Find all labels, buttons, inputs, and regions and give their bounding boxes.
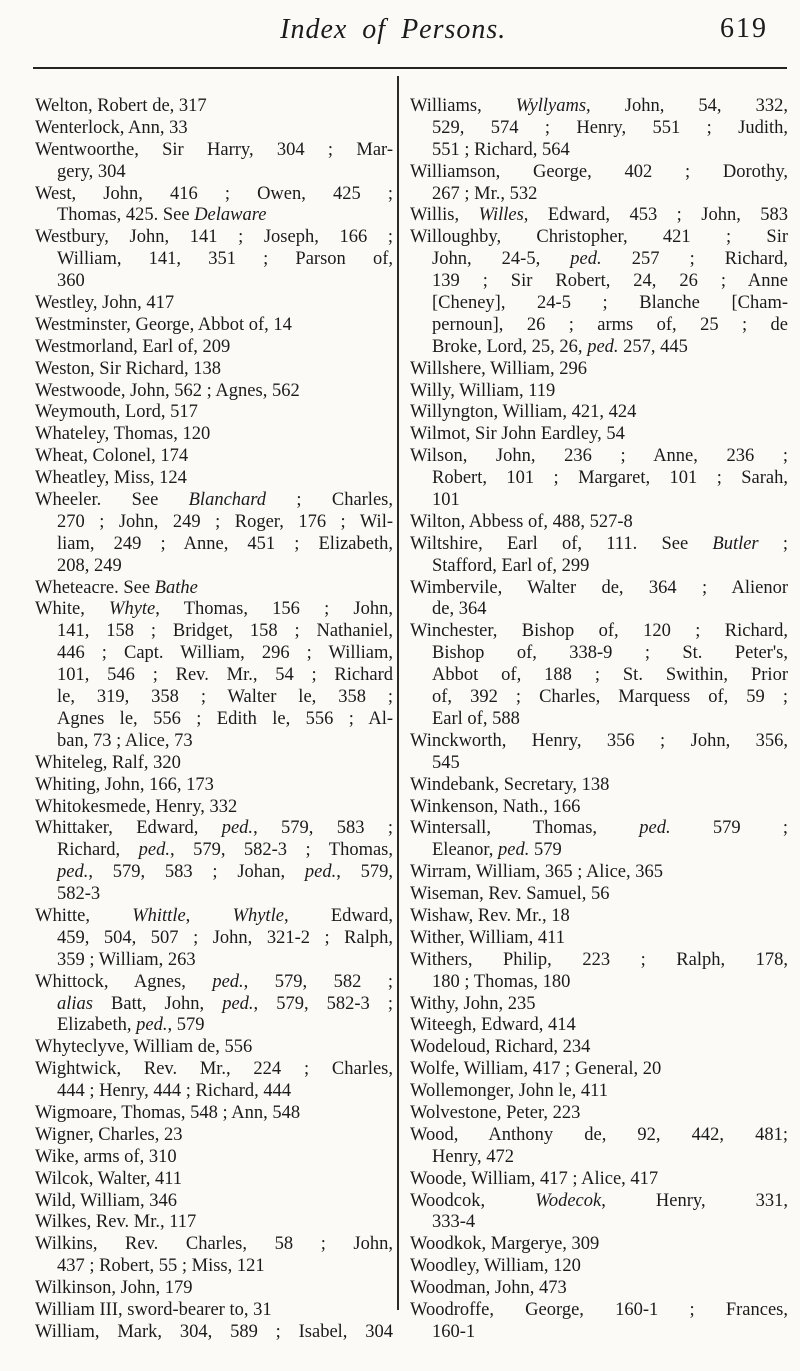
index-line	[410, 402, 788, 424]
index-entry-text: Stafford, Earl of, 299	[432, 555, 590, 576]
index-entry-text: Richard,	[57, 840, 139, 861]
index-entry-text: 101	[432, 490, 460, 511]
index-entry-text: 270 ; John, 249 ; Roger, 176 ; Wil-	[57, 511, 393, 532]
index-line	[410, 906, 788, 928]
header-rule	[33, 67, 787, 69]
index-entry-variant-italic: Butler	[712, 533, 759, 554]
index-line	[35, 315, 393, 337]
index-line	[410, 227, 788, 249]
index-line	[35, 293, 393, 315]
index-line	[410, 1147, 788, 1169]
index-line	[35, 468, 393, 490]
index-line	[35, 775, 393, 797]
index-line	[35, 1037, 393, 1059]
index-entry-variant-italic: ped.	[639, 818, 671, 839]
index-line	[410, 709, 788, 731]
index-line	[410, 1191, 788, 1213]
index-line	[410, 797, 788, 819]
index-entry-text: Wiltshire, Earl of, 111. See	[410, 533, 713, 554]
index-entry-variant-italic: ped.	[57, 862, 89, 883]
index-line	[35, 797, 393, 819]
index-entry-text: White,	[35, 599, 110, 620]
index-entry-text: Earl of, 588	[432, 708, 520, 729]
index-line	[35, 840, 393, 862]
index-entry-text: Henry, 472	[432, 1146, 515, 1167]
index-entry-text: Weston, Sir Richard, 138	[35, 358, 222, 379]
index-entry-text: Willshere, William, 296	[410, 358, 587, 379]
index-line	[35, 118, 393, 140]
index-line	[35, 687, 393, 709]
index-line	[35, 205, 393, 227]
index-line	[410, 337, 788, 359]
index-line	[410, 468, 788, 490]
index-entry-text: , Thomas, 156 ; John,	[155, 599, 393, 620]
index-line	[410, 1103, 788, 1125]
index-entry-text: 529, 574 ; Henry, 551 ; Judith,	[432, 117, 788, 138]
index-entry-text: 446 ; Capt. William, 296 ; William,	[57, 643, 393, 664]
index-line	[35, 928, 393, 950]
index-entry-text: of, 392 ; Charles, Marquess of, 59 ;	[432, 687, 788, 708]
index-columns	[35, 96, 788, 1344]
index-line	[410, 578, 788, 600]
index-entry-text: Winkenson, Nath., 166	[410, 796, 581, 817]
index-line	[410, 490, 788, 512]
index-line	[410, 862, 788, 884]
index-entry-text: Withy, John, 235	[410, 993, 536, 1014]
index-entry-text: 444 ; Henry, 444 ; Richard, 444	[57, 1081, 292, 1102]
index-entry-text: Wintersall, Thomas,	[410, 818, 640, 839]
index-line	[410, 1234, 788, 1256]
index-line	[410, 1037, 788, 1059]
index-line	[35, 621, 393, 643]
index-entry-text: , 579, 582-3 ; Thomas,	[169, 840, 393, 861]
index-line	[35, 665, 393, 687]
index-entry-text: Elizabeth,	[57, 1015, 137, 1036]
index-entry-text: Wigner, Charles, 23	[35, 1124, 183, 1145]
index-line	[410, 818, 788, 840]
index-entry-text: ;	[758, 533, 788, 554]
index-entry-text: Willoughby, Christopher, 421 ; Sir	[410, 227, 788, 248]
index-entry-variant-italic: Wyllyams	[515, 96, 587, 116]
index-line	[410, 381, 788, 403]
index-entry-text: Wollemonger, John le, 411	[410, 1081, 608, 1102]
index-entry-text: Winckworth, Henry, 356 ; John, 356,	[410, 730, 788, 751]
index-entry-text: Whitte,	[35, 905, 133, 926]
index-line	[35, 1081, 393, 1103]
index-entry-text: , Henry, 331,	[601, 1190, 788, 1211]
index-entry-text: Whiteleg, Ralf, 320	[35, 752, 181, 773]
index-entry-text: Whittock, Agnes,	[35, 971, 213, 992]
index-line	[35, 753, 393, 775]
index-line	[35, 556, 393, 578]
index-entry-text: Eleanor,	[432, 840, 499, 861]
index-entry-text: 551 ; Richard, 564	[432, 139, 570, 160]
index-entry-variant-italic: ped.	[222, 993, 254, 1014]
index-entry-text: Westley, John, 417	[35, 293, 175, 314]
index-entry-text: Wiseman, Rev. Samuel, 56	[410, 884, 610, 905]
index-entry-text: Westbury, John, 141 ; Joseph, 166 ;	[35, 227, 393, 248]
index-entry-text: 333-4	[432, 1212, 476, 1233]
index-entry-variant-italic: ped.	[136, 1015, 168, 1036]
index-entry-text: Wilmot, Sir John Eardley, 54	[410, 424, 625, 445]
index-line	[35, 402, 393, 424]
index-line	[410, 731, 788, 753]
index-entry-text: 267 ; Mr., 532	[432, 183, 538, 204]
index-line	[35, 249, 393, 271]
index-line	[35, 731, 393, 753]
index-line	[35, 184, 393, 206]
index-entry-text: Westmorland, Earl of, 209	[35, 336, 231, 357]
index-line	[35, 884, 393, 906]
index-entry-text: Robert, 101 ; Margaret, 101 ; Sarah,	[432, 468, 788, 489]
index-line	[35, 1125, 393, 1147]
index-entry-text: Wodeloud, Richard, 234	[410, 1037, 591, 1058]
index-entry-text: Witeegh, Edward, 414	[410, 1015, 576, 1036]
index-line	[35, 599, 393, 621]
index-entry-variant-italic: Willes	[478, 205, 524, 226]
index-entry-text: Whyteclyve, William de, 556	[35, 1037, 253, 1058]
index-line	[35, 1191, 393, 1213]
index-line	[35, 1015, 393, 1037]
index-entry-text: Wentwoorthe, Sir Harry, 304 ; Mar-	[35, 139, 393, 160]
index-entry-variant-italic: ped.	[304, 862, 337, 883]
index-entry-text: ,	[185, 905, 233, 926]
index-line	[35, 818, 393, 840]
index-entry-variant-italic: Wodecok	[535, 1190, 602, 1211]
index-entry-text: Withers, Philip, 223 ; Ralph, 178,	[410, 949, 788, 970]
index-entry-variant-italic: Whittle	[132, 905, 186, 926]
index-entry-text: Wilkinson, John, 179	[35, 1278, 193, 1299]
page-title: Index of Persons.	[280, 14, 507, 45]
index-entry-text: Whateley, Thomas, 120	[35, 424, 211, 445]
index-line	[410, 1322, 788, 1344]
index-entry-text: Wild, William, 346	[35, 1190, 178, 1211]
index-line	[35, 1256, 393, 1278]
index-entry-text: Wenterlock, Ann, 33	[35, 117, 188, 138]
index-entry-text: Wheteacre. See	[35, 577, 155, 598]
index-entry-text: , Edward,	[283, 905, 393, 926]
index-entry-variant-italic: alias	[57, 993, 93, 1014]
index-line	[35, 1059, 393, 1081]
index-line	[35, 1103, 393, 1125]
index-line	[35, 950, 393, 972]
index-entry-text: 257 ; Richard,	[601, 249, 788, 270]
index-entry-variant-italic: Delaware	[194, 205, 267, 226]
index-entry-text: Agnes le, 556 ; Edith le, 556 ; Al-	[57, 708, 393, 729]
index-entry-text: Wolfe, William, 417 ; General, 20	[410, 1059, 662, 1080]
index-entry-text: 437 ; Robert, 55 ; Miss, 121	[57, 1256, 265, 1277]
index-entry-text: Wimbervile, Walter de, 364 ; Alienor	[410, 577, 788, 598]
index-entry-text: , Edward, 453 ; John, 583	[523, 205, 788, 226]
index-line	[35, 512, 393, 534]
index-line	[35, 862, 393, 884]
index-entry-text: Wilcok, Walter, 411	[35, 1168, 183, 1189]
index-line	[35, 1234, 393, 1256]
index-entry-text: Woodkok, Margerye, 309	[410, 1234, 600, 1255]
index-line	[410, 118, 788, 140]
index-entry-text: Wilton, Abbess of, 488, 527-8	[410, 511, 633, 532]
index-entry-text: Thomas, 425. See	[57, 205, 195, 226]
index-entry-text: Wike, arms of, 310	[35, 1146, 177, 1167]
index-entry-text: Batt, John,	[92, 993, 223, 1014]
index-entry-text: Whiting, John, 166, 173	[35, 774, 214, 795]
index-entry-text: Woodcok,	[410, 1190, 536, 1211]
index-line	[410, 884, 788, 906]
index-entry-text: Wilkes, Rev. Mr., 117	[35, 1212, 197, 1233]
index-line	[35, 140, 393, 162]
index-line	[35, 1147, 393, 1169]
index-line	[410, 315, 788, 337]
index-entry-text: 459, 504, 507 ; John, 321-2 ; Ralph,	[57, 927, 393, 948]
index-entry-text: Willyngton, William, 421, 424	[410, 402, 637, 423]
index-line	[410, 556, 788, 578]
index-entry-variant-italic: ped.	[587, 336, 619, 357]
index-line	[35, 381, 393, 403]
index-line	[410, 1125, 788, 1147]
index-entry-text: [Cheney], 24-5 ; Blanche [Cham-	[432, 293, 788, 314]
index-entry-text: , 579, 583 ; Johan,	[88, 862, 305, 883]
index-entry-text: Wilkins, Rev. Charles, 58 ; John,	[35, 1234, 393, 1255]
index-entry-text: Woodman, John, 473	[410, 1278, 567, 1299]
index-entry-text: , 579,	[336, 862, 393, 883]
index-entry-text: Winchester, Bishop of, 120 ; Richard,	[410, 621, 788, 642]
index-line	[410, 972, 788, 994]
index-line	[410, 1081, 788, 1103]
index-entry-text: 139 ; Sir Robert, 24, 26 ; Anne	[432, 271, 788, 292]
index-entry-text: 101, 546 ; Rev. Mr., 54 ; Richard	[57, 665, 393, 686]
index-entry-text: 360	[57, 271, 85, 292]
index-line	[35, 1212, 393, 1234]
index-entry-text: 359 ; William, 263	[57, 949, 196, 970]
index-entry-variant-italic: ped.	[221, 818, 254, 839]
index-entry-text: William, Mark, 304, 589 ; Isabel, 304	[35, 1321, 393, 1342]
index-entry-text: Wheatley, Miss, 124	[35, 468, 187, 489]
index-entry-text: liam, 249 ; Anne, 451 ; Elizabeth,	[57, 533, 393, 554]
index-entry-text: de, 364	[432, 599, 487, 620]
index-line	[35, 1278, 393, 1300]
index-entry-text: 180 ; Thomas, 180	[432, 971, 571, 992]
index-line	[410, 446, 788, 468]
index-line	[35, 643, 393, 665]
index-line	[35, 227, 393, 249]
index-line	[410, 1059, 788, 1081]
index-line	[410, 643, 788, 665]
index-line	[410, 928, 788, 950]
index-entry-text: William, 141, 351 ; Parson of,	[57, 249, 393, 270]
index-entry-text: Wilson, John, 236 ; Anne, 236 ;	[410, 446, 788, 467]
index-line	[410, 359, 788, 381]
index-line	[35, 1322, 393, 1344]
index-entry-variant-italic: ped.	[138, 840, 170, 861]
index-line	[410, 687, 788, 709]
index-line	[410, 665, 788, 687]
index-entry-text: Abbot of, 188 ; St. Swithin, Prior	[432, 665, 788, 686]
index-line	[410, 96, 788, 118]
index-entry-text: gery, 304	[57, 161, 126, 182]
page-header	[0, 0, 800, 66]
index-entry-text: Wither, William, 411	[410, 927, 565, 948]
index-entry-text: Willis,	[410, 205, 479, 226]
index-line	[410, 775, 788, 797]
index-entry-text: ban, 73 ; Alice, 73	[57, 730, 193, 751]
index-entry-text: Broke, Lord, 25, 26,	[432, 336, 588, 357]
index-entry-text: Wishaw, Rev. Mr., 18	[410, 905, 570, 926]
index-line	[35, 337, 393, 359]
index-line	[35, 359, 393, 381]
index-entry-text: , 579, 582 ;	[243, 971, 393, 992]
index-entry-text: 579	[529, 840, 562, 861]
index-entry-text: Weymouth, Lord, 517	[35, 402, 198, 423]
index-entry-variant-italic: Blanchard	[188, 490, 267, 511]
index-entry-text: 141, 158 ; Bridget, 158 ; Nathaniel,	[57, 621, 393, 642]
index-entry-text: Woodroffe, George, 160-1 ; Frances,	[410, 1299, 788, 1320]
index-entry-text: , 579, 582-3 ;	[253, 993, 393, 1014]
index-line	[410, 140, 788, 162]
index-entry-text: le, 319, 358 ; Walter le, 358 ;	[57, 687, 393, 708]
index-entry-text: West, John, 416 ; Owen, 425 ;	[35, 183, 393, 204]
index-entry-text: 579 ;	[670, 818, 788, 839]
index-line	[35, 1169, 393, 1191]
index-entry-variant-italic: ped.	[498, 840, 530, 861]
index-entry-text: , 579	[167, 1015, 205, 1036]
index-line	[35, 578, 393, 600]
index-entry-text: , 579, 583 ;	[253, 818, 393, 839]
index-line	[410, 271, 788, 293]
index-entry-variant-italic: ped.	[212, 971, 244, 992]
index-entry-text: ; Charles,	[266, 490, 393, 511]
index-entry-text: Willy, William, 119	[410, 380, 556, 401]
index-line	[35, 424, 393, 446]
index-entry-text: Whitokesmede, Henry, 332	[35, 796, 238, 817]
page-number: 619	[720, 13, 768, 44]
index-entry-text: 208, 249	[57, 555, 122, 576]
index-line	[410, 994, 788, 1016]
index-entry-text: Williamson, George, 402 ; Dorothy,	[410, 161, 788, 182]
index-left-column	[35, 96, 393, 1344]
index-entry-text: Wightwick, Rev. Mr., 224 ; Charles,	[35, 1059, 393, 1080]
index-line	[410, 512, 788, 534]
index-line	[410, 1300, 788, 1322]
index-line	[410, 534, 788, 556]
index-entry-text: Williams,	[410, 96, 516, 116]
index-entry-text: 257, 445	[618, 336, 688, 357]
index-entry-text: Westwoode, John, 562 ; Agnes, 562	[35, 380, 300, 401]
index-line	[35, 271, 393, 293]
index-entry-text: Welton, Robert de, 317	[35, 96, 207, 116]
index-line	[410, 753, 788, 775]
index-entry-text: Windebank, Secretary, 138	[410, 774, 610, 795]
index-line	[410, 950, 788, 972]
index-line	[35, 534, 393, 556]
index-right-column	[410, 96, 788, 1344]
index-entry-text: Woode, William, 417 ; Alice, 417	[410, 1168, 659, 1189]
index-line	[410, 1015, 788, 1037]
index-line	[35, 972, 393, 994]
index-entry-text: Wheeler. See	[35, 490, 189, 511]
index-line	[410, 162, 788, 184]
index-entry-variant-italic: Bathe	[154, 577, 198, 598]
index-entry-text: Woodley, William, 120	[410, 1256, 581, 1277]
index-line	[35, 162, 393, 184]
index-line	[35, 490, 393, 512]
index-line	[410, 1256, 788, 1278]
index-entry-text: Wirram, William, 365 ; Alice, 365	[410, 862, 664, 883]
index-line	[410, 1212, 788, 1234]
index-entry-text: , John, 54, 332,	[586, 96, 788, 116]
index-entry-variant-italic: ped.	[570, 249, 602, 270]
index-line	[35, 446, 393, 468]
index-line	[35, 1300, 393, 1322]
index-line	[35, 994, 393, 1016]
index-entry-text: John, 24-5,	[432, 249, 571, 270]
index-line	[410, 249, 788, 271]
index-entry-text: pernoun], 26 ; arms of, 25 ; de	[432, 314, 788, 335]
index-line	[410, 184, 788, 206]
index-line	[410, 840, 788, 862]
index-line	[410, 424, 788, 446]
index-line	[410, 205, 788, 227]
index-line	[410, 1169, 788, 1191]
index-entry-text: Wood, Anthony de, 92, 442, 481;	[410, 1124, 788, 1145]
index-line	[35, 709, 393, 731]
index-line	[35, 906, 393, 928]
index-entry-text: 160-1	[432, 1321, 476, 1342]
index-entry-text: Whittaker, Edward,	[35, 818, 222, 839]
index-entry-text: Wigmoare, Thomas, 548 ; Ann, 548	[35, 1102, 301, 1123]
index-line	[410, 621, 788, 643]
index-entry-text: Bishop of, 338-9 ; St. Peter's,	[432, 643, 788, 664]
index-entry-text: Wolvestone, Peter, 223	[410, 1102, 581, 1123]
index-line	[410, 293, 788, 315]
index-entry-text: William III, sword-bearer to, 31	[35, 1299, 272, 1320]
index-line	[410, 1278, 788, 1300]
index-entry-text: 545	[432, 752, 460, 773]
index-line	[410, 599, 788, 621]
index-entry-variant-italic: Whytle	[232, 905, 284, 926]
index-line	[35, 96, 393, 118]
index-entry-text: 582-3	[57, 884, 101, 905]
index-entry-variant-italic: Whyte	[109, 599, 156, 620]
index-entry-text: Westminster, George, Abbot of, 14	[35, 314, 292, 335]
index-entry-text: Wheat, Colonel, 174	[35, 446, 189, 467]
